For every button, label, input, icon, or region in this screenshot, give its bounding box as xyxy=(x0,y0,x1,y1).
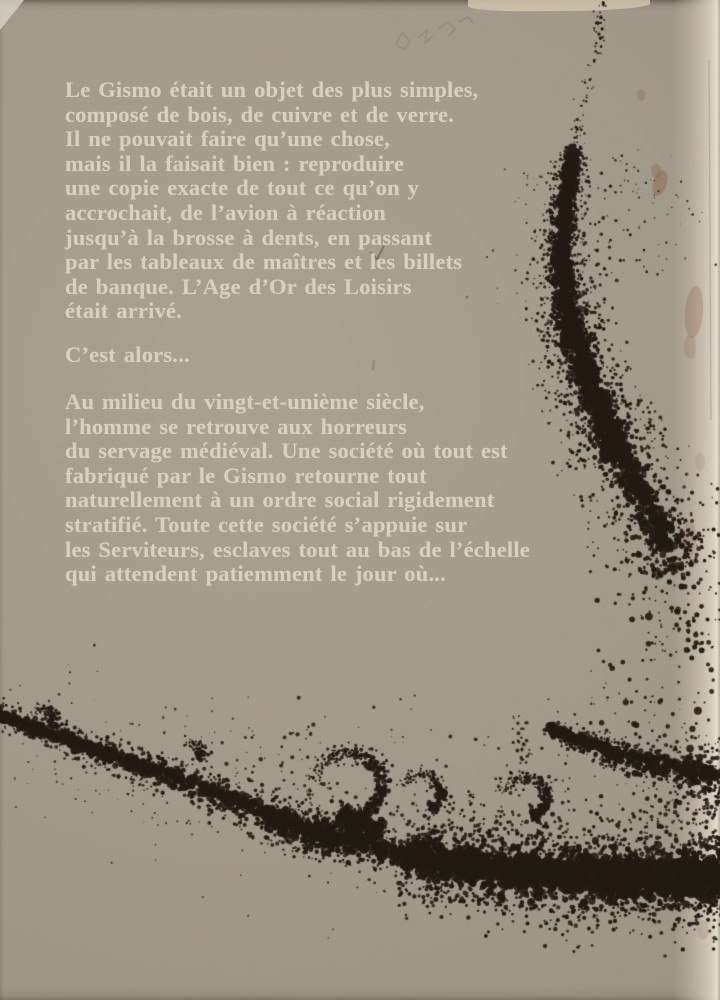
blurb-line: par les tableaux de maîtres et les billets xyxy=(65,249,463,275)
blurb-line: Au milieu du vingt-et-unième siècle, xyxy=(65,389,425,414)
blurb-line: les Serviteurs, esclaves tout au bas de l’échelle xyxy=(65,536,530,562)
blurb-line: accrochait, de l’avion à réaction xyxy=(65,199,386,225)
blurb-paragraph-1 xyxy=(65,78,478,324)
blurb-line: l’homme se retrouve aux horreurs xyxy=(65,413,407,439)
interlude-line: C’est alors... xyxy=(65,342,190,367)
blurb-line: qui attendent patiemment le jour où... xyxy=(65,561,446,587)
blurb-line: Il ne pouvait faire qu’une chose, xyxy=(65,126,390,152)
blurb-line: était arrivé. xyxy=(65,298,183,324)
blurb-line: naturellement à un ordre social rigidement xyxy=(65,487,495,513)
blurb-line: jusqu’à la brosse à dents, en passant xyxy=(65,224,433,250)
blurb-line: du servage médiéval. Une société où tout est xyxy=(65,438,508,464)
blurb-line: fabriqué par le Gismo retourne tout xyxy=(65,462,427,488)
blurb-line: une copie exacte de tout ce qu’on y xyxy=(65,175,420,201)
blurb-paragraph-2 xyxy=(65,390,530,587)
blurb-line: composé de bois, de cuivre et de verre. xyxy=(65,101,455,127)
blurb-line: Le Gismo était un objet des plus simples, xyxy=(65,77,479,102)
blurb-line: stratifié. Toute cette société s’appuie sur xyxy=(65,511,468,537)
blurb-line: mais il la faisait bien : reproduire xyxy=(65,150,405,176)
blurb-line: de banque. L’Age d’Or des Loisirs xyxy=(65,273,412,299)
